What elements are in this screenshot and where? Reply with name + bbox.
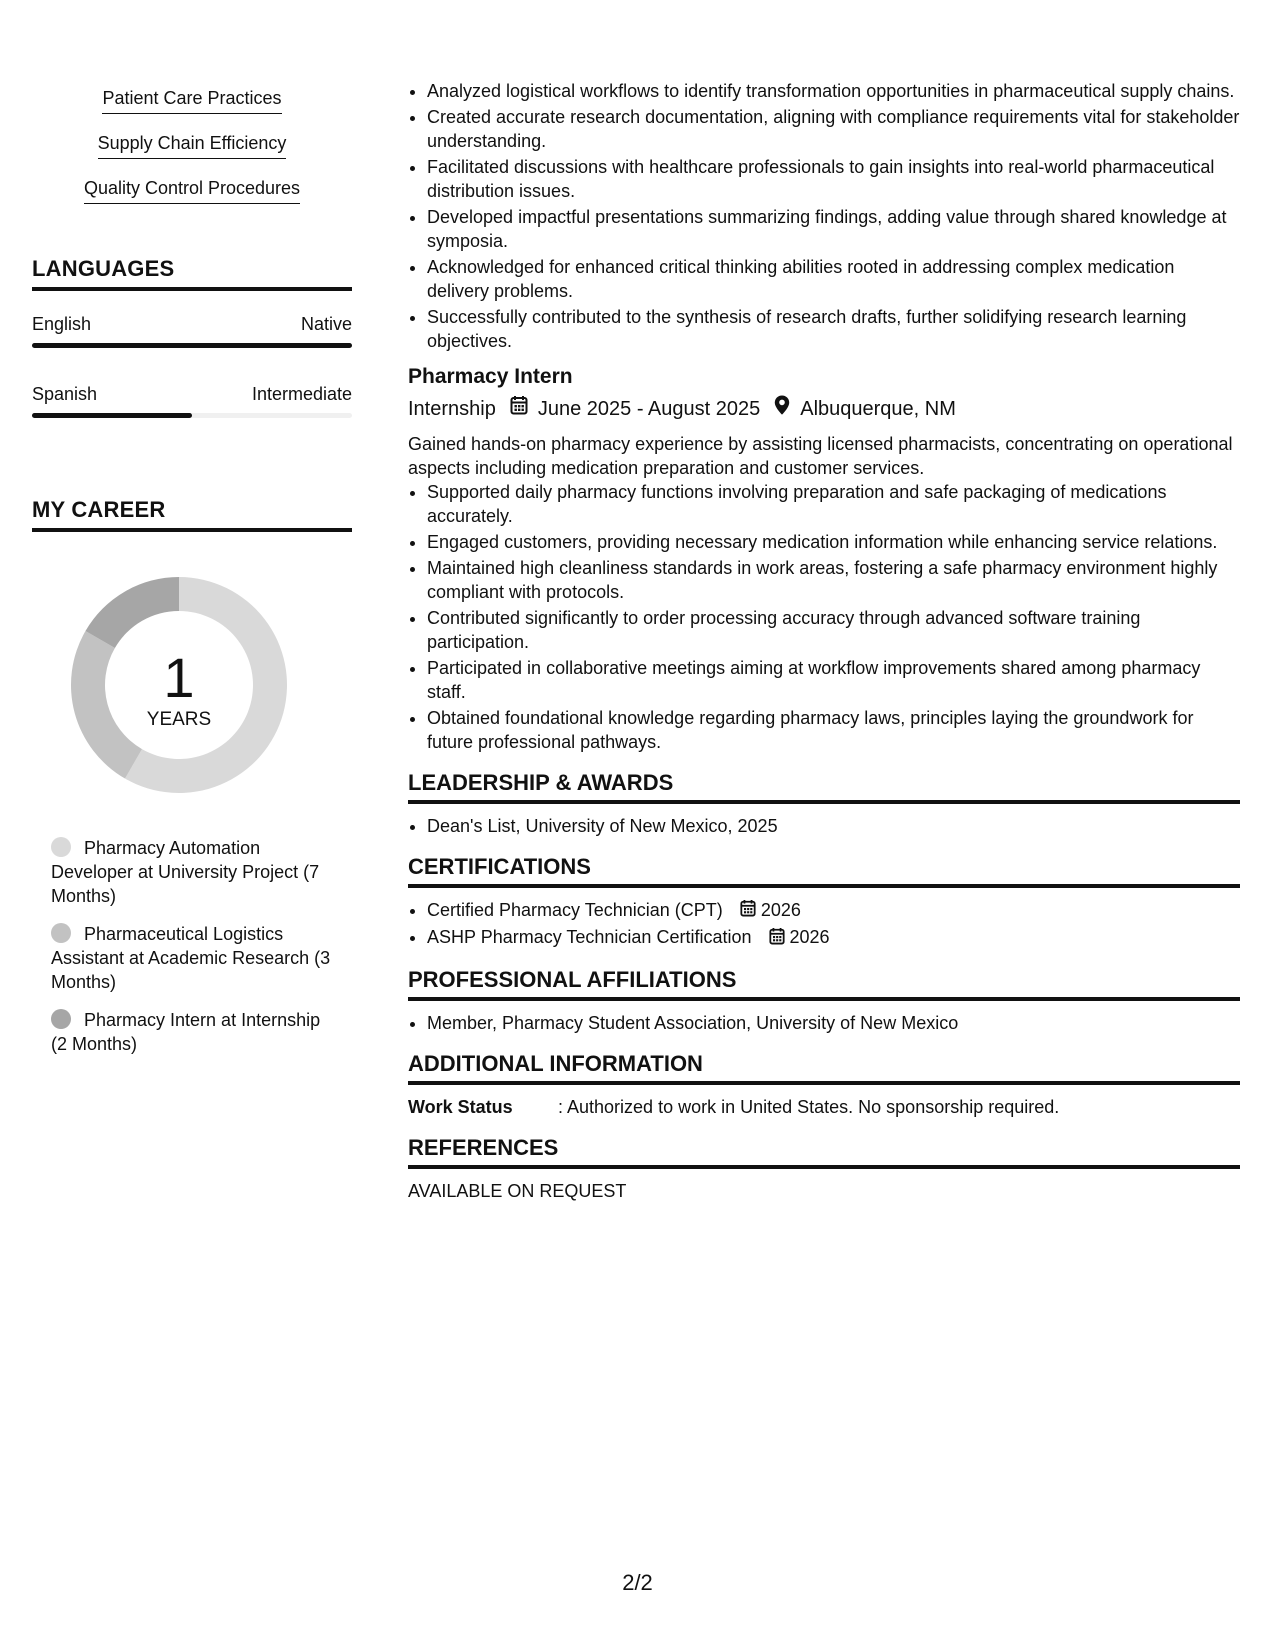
language-proficiency-fill	[32, 413, 192, 418]
job-meta	[408, 395, 1240, 422]
career-legend-label: Pharmaceutical Logistics Assistant at Academic Research (3 Months)	[51, 924, 331, 992]
language-level: Native	[300, 314, 352, 334]
job-summary: Gained hands-on pharmacy experience by assisting licensed pharmacists, concentrating on operational aspects including medication preparation and customer services.	[408, 434, 1233, 478]
bullet-item: • Participated in collaborative meetings aiming at workflow improvements shared among pharmacy staff.	[427, 656, 1240, 704]
job-company: Internship	[408, 397, 496, 420]
work-status-value: : Authorized to work in United States. No sponsorship required.	[558, 1096, 1060, 1117]
skill-item: Patient Care Practices	[102, 86, 281, 114]
skill-item: Supply Chain Efficiency	[98, 131, 287, 159]
work-status-label: Work Status	[408, 1096, 513, 1117]
leadership-heading: LEADERSHIP & AWARDS	[408, 770, 1240, 804]
career-legend-item	[51, 836, 341, 908]
job-bullets	[408, 480, 1240, 754]
bullet-item: • Obtained foundational knowledge regarding pharmacy laws, principles laying the groundwork for future professional pathways.	[427, 706, 1240, 754]
legend-dot	[51, 923, 71, 943]
legend-dot	[51, 837, 71, 857]
legend-dot	[51, 1009, 71, 1029]
certification-year: 2026	[789, 927, 830, 948]
languages-list	[32, 313, 352, 453]
certification-year: 2026	[760, 900, 801, 920]
work-status-row	[408, 1095, 1240, 1119]
bullet-item: • Member, Pharmacy Student Association, University of New Mexico	[427, 1011, 1240, 1035]
career-legend-item	[51, 922, 341, 994]
page-number: 2/2	[622, 1570, 653, 1595]
career-legend-item	[51, 1008, 341, 1056]
bullet-item: • Acknowledged for enhanced critical thinking abilities rooted in addressing complex medication delivery problems.	[427, 255, 1240, 303]
career-total-unit: YEARS	[146, 709, 212, 730]
references-heading: REFERENCES	[408, 1135, 1240, 1169]
certification-item	[427, 925, 1240, 950]
bullet-item: • Successfully contributed to the synthesis of research drafts, further solidifying research learning objectives.	[427, 305, 1240, 353]
previous-job-bullets	[408, 79, 1240, 353]
job-dates: June 2025 - August 2025	[537, 397, 761, 420]
job-location: Albuquerque, NM	[800, 397, 956, 420]
language-level: Intermediate	[251, 384, 352, 404]
job-title: Pharmacy Intern	[408, 365, 573, 388]
career-total-number: 1	[163, 646, 195, 709]
bullet-item: • Dean's List, University of New Mexico, 2025	[427, 814, 1240, 838]
language-proficiency-bar	[32, 413, 352, 418]
right-column	[408, 79, 1240, 1203]
certification-name: Certified Pharmacy Technician (CPT)	[427, 900, 723, 920]
language-proficiency-bar	[32, 343, 352, 348]
bullet-item: • Developed impactful presentations summarizing findings, adding value through shared knowledge at symposia.	[427, 205, 1240, 253]
certification-name: ASHP Pharmacy Technician Certification	[427, 927, 752, 948]
bullet-item: • Created accurate research documentation, aligning with compliance requirements vital for stakeholder understanding.	[427, 105, 1240, 153]
language-item	[32, 313, 352, 383]
leadership-list	[408, 814, 1240, 838]
career-donut-chart	[66, 572, 292, 798]
calendar-icon	[740, 899, 756, 923]
donut-segment-3	[85, 577, 179, 648]
bullet-item: • Maintained high cleanliness standards in work areas, fostering a safe pharmacy environment highly compliant with protocols.	[427, 556, 1240, 604]
language-proficiency-fill	[32, 343, 352, 348]
skills-list	[32, 86, 352, 221]
affiliations-list	[408, 1011, 1240, 1035]
references-text: AVAILABLE ON REQUEST	[408, 1180, 627, 1201]
certifications-heading: CERTIFICATIONS	[408, 854, 1240, 888]
languages-heading: LANGUAGES	[32, 256, 352, 291]
calendar-icon	[510, 395, 528, 422]
bullet-item: • Supported daily pharmacy functions involving preparation and safe packaging of medications accurately.	[427, 480, 1240, 528]
skill-item: Quality Control Procedures	[84, 176, 300, 204]
bullet-item: • Facilitated discussions with healthcare professionals to gain insights into real-world pharmaceutical distribution issues.	[427, 155, 1240, 203]
calendar-icon	[769, 927, 785, 951]
certifications-list	[408, 898, 1240, 951]
certification-item	[427, 898, 1240, 923]
bullet-item: • Analyzed logistical workflows to identify transformation opportunities in pharmaceutical supply chains.	[427, 79, 1240, 103]
affiliations-heading: PROFESSIONAL AFFILIATIONS	[408, 967, 1240, 1001]
additional-info-heading: ADDITIONAL INFORMATION	[408, 1051, 1240, 1085]
career-legend-label: Pharmacy Intern at Internship (2 Months)	[51, 1010, 321, 1054]
bullet-item: • Engaged customers, providing necessary medication information while enhancing service relations.	[427, 530, 1240, 554]
language-item	[32, 383, 352, 453]
location-pin-icon	[774, 395, 790, 422]
career-legend	[51, 836, 341, 1070]
career-heading: MY CAREER	[32, 497, 352, 532]
language-name: Spanish	[32, 384, 98, 404]
language-name: English	[32, 314, 92, 334]
career-legend-label: Pharmacy Automation Developer at University Project (7 Months)	[51, 838, 320, 906]
bullet-item: • Contributed significantly to order processing accuracy through advanced software training participation.	[427, 606, 1240, 654]
